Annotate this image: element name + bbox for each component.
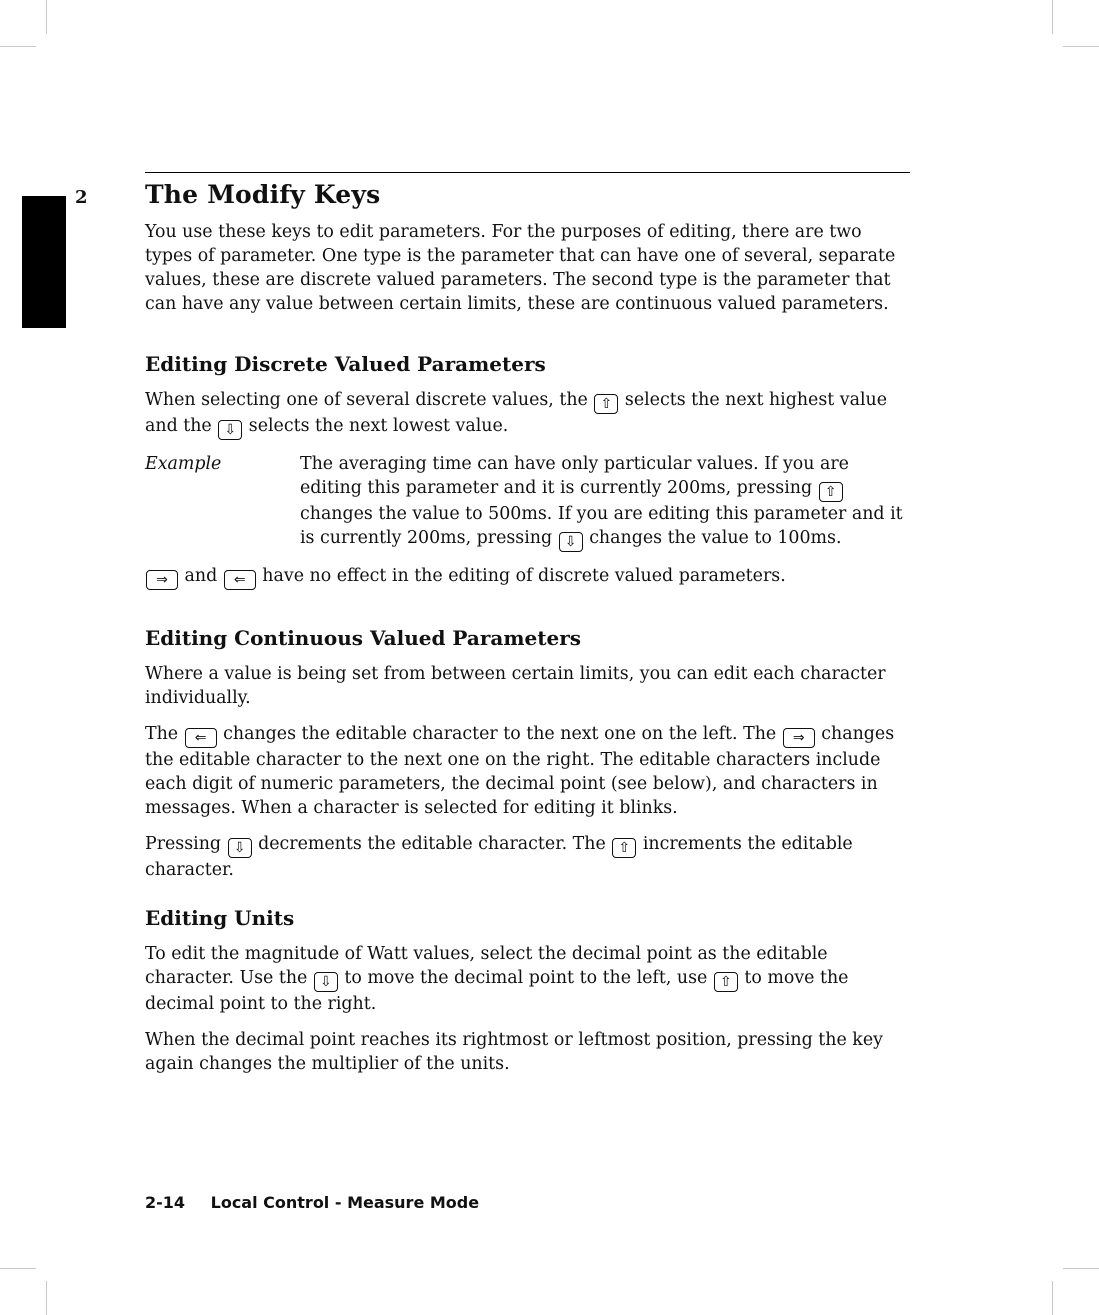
crop-mark bbox=[1063, 46, 1099, 47]
section-heading-units: Editing Units bbox=[145, 906, 295, 930]
crop-mark bbox=[46, 1281, 47, 1315]
chapter-tab bbox=[22, 196, 66, 328]
example-label: Example bbox=[145, 454, 222, 474]
continuous-paragraph-2: The ⇐ changes the editable character to the next one on the left. The ⇒ changes the editable character to the next one on the right. The editable characters include each digit of numeric parameters, the decimal point (see below), and characters in messages. When a character is selected for editing it blinks. bbox=[145, 724, 895, 818]
discrete-paragraph: When selecting one of several discrete values, the ⇧ selects the next highest value and the ⇩ selects the next lowest value. bbox=[145, 390, 888, 438]
page-number: 2-14 bbox=[145, 1193, 186, 1212]
example-text: The averaging time can have only particular values. If you are editing this parameter and it is currently 200ms, pressing ⇧ changes the value to 500ms. If you are editing this parameter and it is currently 200ms, pressing ⇩ changes the value to 100ms. bbox=[300, 454, 903, 550]
up-arrow-key-icon: ⇧ bbox=[612, 838, 636, 858]
crop-mark bbox=[46, 0, 47, 34]
header-rule bbox=[145, 172, 910, 173]
up-arrow-key-icon: ⇧ bbox=[594, 394, 618, 414]
up-arrow-key-icon: ⇧ bbox=[714, 972, 738, 992]
right-arrow-key-icon: ⇒ bbox=[146, 570, 178, 590]
page-title: The Modify Keys bbox=[145, 180, 381, 209]
left-arrow-key-icon: ⇐ bbox=[224, 570, 256, 590]
down-arrow-key-icon: ⇩ bbox=[559, 532, 583, 552]
continuous-paragraph-1: Where a value is being set from between certain limits, you can edit each character individually. bbox=[145, 664, 886, 708]
left-arrow-key-icon: ⇐ bbox=[185, 728, 217, 748]
down-arrow-key-icon: ⇩ bbox=[218, 420, 242, 440]
right-arrow-key-icon: ⇒ bbox=[783, 728, 815, 748]
units-paragraph-2: When the decimal point reaches its rightmost or leftmost position, pressing the key again changes the multiplier of the units. bbox=[145, 1030, 883, 1074]
section-title: Local Control - Measure Mode bbox=[210, 1193, 480, 1212]
example-block bbox=[145, 452, 910, 552]
crop-mark bbox=[1063, 1268, 1099, 1269]
units-paragraph-1: To edit the magnitude of Watt values, select the decimal point as the editable character. Use the ⇩ to move the decimal point to the left, use ⇧ to move the decimal point to the right. bbox=[145, 944, 849, 1014]
section-heading-continuous: Editing Continuous Valued Parameters bbox=[145, 626, 582, 650]
page-footer bbox=[145, 1193, 479, 1212]
down-arrow-key-icon: ⇩ bbox=[228, 838, 252, 858]
crop-mark bbox=[1052, 1281, 1053, 1315]
up-arrow-key-icon: ⇧ bbox=[819, 482, 843, 502]
crop-mark bbox=[0, 46, 36, 47]
page-content bbox=[145, 180, 910, 1088]
crop-mark bbox=[0, 1268, 36, 1269]
section-heading-discrete: Editing Discrete Valued Parameters bbox=[145, 352, 546, 376]
down-arrow-key-icon: ⇩ bbox=[314, 972, 338, 992]
chapter-number: 2 bbox=[75, 187, 88, 208]
intro-paragraph: You use these keys to edit parameters. For the purposes of editing, there are two types of parameter. One type is the parameter that can have one of several, separate values, these are discrete valued parameters. The second type is the parameter that can have any value between certain limits, these are continuous valued parameters. bbox=[145, 222, 896, 314]
discrete-note: ⇒ and ⇐ have no effect in the editing of discrete valued parameters. bbox=[145, 564, 910, 590]
crop-mark bbox=[1052, 0, 1053, 34]
continuous-paragraph-3: Pressing ⇩ decrements the editable character. The ⇧ increments the editable character. bbox=[145, 834, 853, 880]
